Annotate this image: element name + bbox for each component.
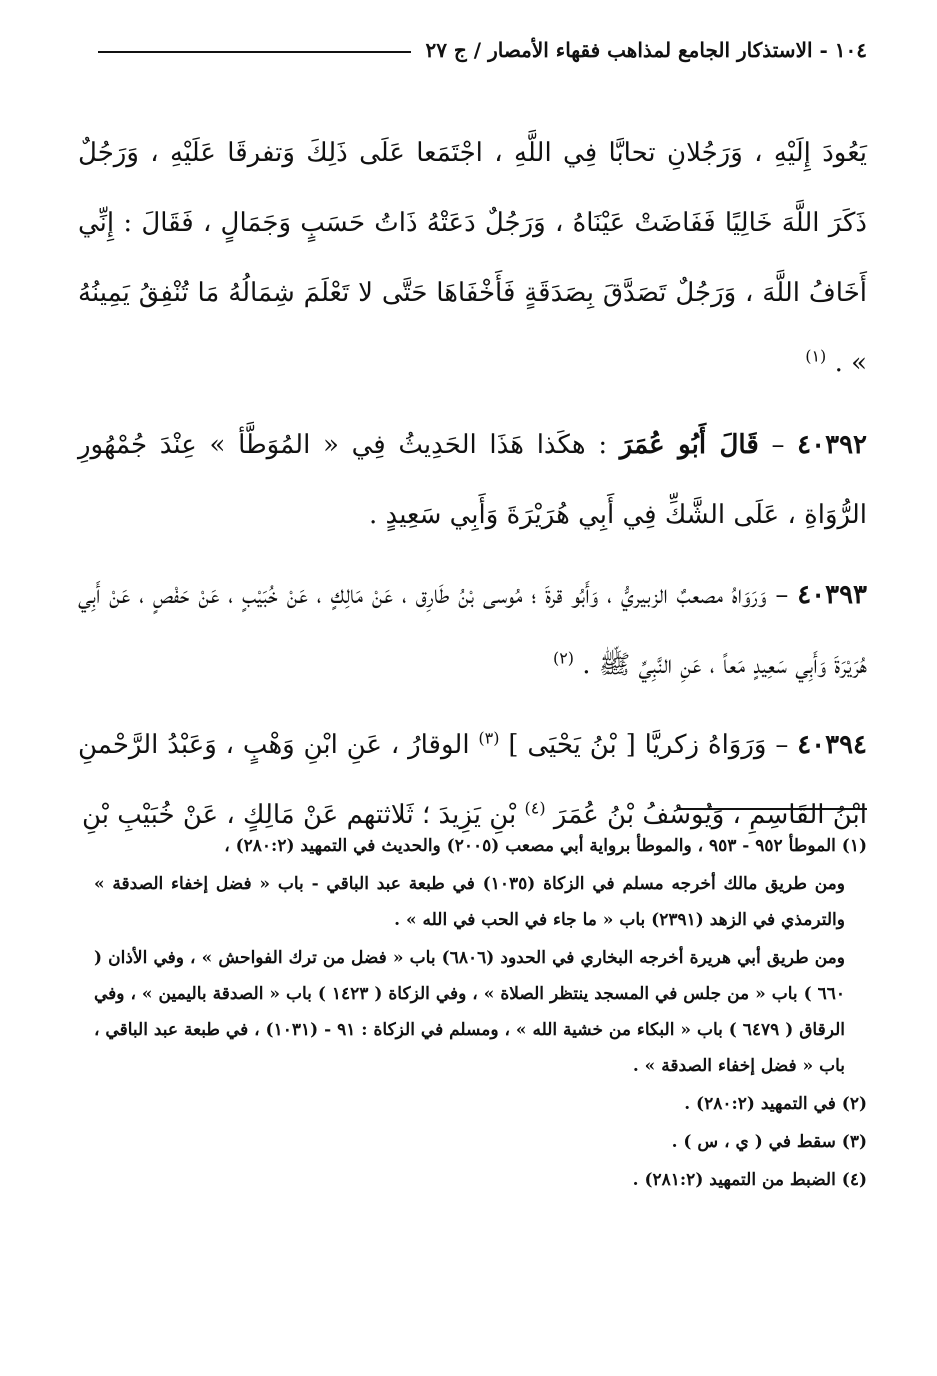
footnote-separator xyxy=(677,808,867,810)
paragraph-number: ٤٠٣٩٤ xyxy=(797,730,868,760)
paragraph-40393: ٤٠٣٩٣ – وَرَوَاهُ مصعبٌ الزبيريُّ ، وَأَبُو قرةَ ؛ مُوسى بْنُ طَارِق ، عَنْ مَالِكٍ ، عَنْ خُبَيْبٍ ، عَنْ حَفْصٍ ، عَنْ أَبِي هُرَيْرَةَ وَأَبِي سَعِيدٍ مَعاً ، عَنِ النَّبِيِّ ﷺ . $^{(٢)}$ xyxy=(78,580,868,680)
footnotes xyxy=(94,828,867,1198)
paragraph-number: ٤٠٣٩٣ xyxy=(797,580,868,610)
footnote-1-line-3: ومن طريق أبي هريرة أخرجه البخاري في الحدود (٦٨٠٦) باب « فضل من ترك الفواحش » ، وفي الأذان ( ٦٦٠ ) باب « من جلس في المسجد ينتظر الصلاة » ، وفي الزكاة ( ١٤٢٣ ) باب « الصدقة باليمين » ، وفي الرقاق ( ٦٤٧٩ ) باب « البكاء من خشية الله » ، ومسلم في الزكاة : ٩١ - (١٠٣١) ، في طبعة عبد الباقي ، باب « فضل إخفاء الصدقة » . xyxy=(94,948,845,1076)
speaker-name: قَالَ أَبُو عُمَرَ xyxy=(619,430,759,460)
paragraph-40392: ٤٠٣٩٢ – قَالَ أَبُو عُمَرَ : هكَذا هَذَا الحَدِيثُ فِي « المُوَطَّأ » عِنْدَ جُمْهُورِ الرُّوَاةِ ، عَلَى الشَّكِّ فِي أَبِي هُرَيْرَةَ وَأَبِي سَعِيدٍ . xyxy=(78,430,867,530)
footnote-marker-4: (٤) xyxy=(524,798,546,818)
footnote-1-line-1: (١) الموطأ ٩٥٢ - ٩٥٣ ، والموطأ برواية أبي مصعب (٢٠٠٥) والحديث في التمهيد (٢٨٠:٢) ، xyxy=(224,836,867,856)
running-head-title: ١٠٤ - الاستذكار الجامع لمذاهب فقهاء الأمصار / ج ٢٧ xyxy=(425,38,867,62)
hadith-ending xyxy=(78,118,867,398)
paragraph-text: وَرَوَاهُ مصعبٌ الزبيريُّ ، وَأَبُو قرةَ ؛ مُوسى بْنُ طَارِق ، عَنْ مَالِكٍ ، عَنْ خُبَيْبٍ ، عَنْ حَفْصٍ ، عَنْ أَبِي هُرَيْرَةَ وَأَبِي سَعِيدٍ مَعاً ، عَنِ النَّبِيِّ ﷺ . xyxy=(78,580,867,680)
footnote-3: (٣) سقط في ( ي ، س ) . xyxy=(671,1132,867,1152)
main-text xyxy=(78,118,867,860)
footnote-1-line-2: ومن طريق مالك أخرجه مسلم في الزكاة (١٠٣٥) في طبعة عبد الباقي - باب « فضل إخفاء الصدقة » والترمذي في الزهد (٢٣٩١) باب « ما جاء في الحب في الله » . xyxy=(94,874,845,930)
running-head xyxy=(98,38,867,62)
header-rule xyxy=(98,51,411,53)
footnote-marker-2: (٢) xyxy=(552,648,575,668)
paragraph-40394: ٤٠٣٩٤ – وَرَوَاهُ زكريَّا [ بْنُ يَحْيَى ] $^{(٣)}$ الوقارُ ، عَنِ ابْنِ وَهْبٍ ، وَعَبْدُ الرَّحْمنِ ابْنُ القَاسِمِ ، وَيُوسُفُ بْنُ عُمَرَ $^{(٤)}$ بْنِ يَزِيدَ ؛ ثَلاثتهم عَنْ مَالِكٍ ، عَنْ خُبَيْبِ بْنِ xyxy=(78,728,868,830)
hadith-text: يَعُودَ إِلَيْهِ ، وَرَجُلانِ تحابَّا فِي اللَّهِ ، اجْتَمَعا عَلَى ذَلِكَ وَتفرقَا عَلَيْهِ ، وَرَجُلٌ ذَكَرَ اللَّهَ خَالِيًا فَفَاضَتْ عَيْنَاهُ ، وَرَجُلٌ دَعَتْهُ ذَاتُ حَسَبٍ وَجَمَالٍ ، فَقَالَ : إِنِّي أَخَافُ اللَّهَ ، وَرَجُلٌ تَصَدَّقَ بِصَدَقَةٍ فَأَخْفَاهَا حَتَّى لا تَعْلَمَ شِمَالُهُ مَا تُنْفِقُ يَمِينُهُ » . xyxy=(78,138,867,378)
paragraph-text-middle: الوقارُ ، عَنِ ابْنِ وَهْبٍ ، وَعَبْدُ الرَّحْمنِ ابْنُ القَاسِمِ ، وَيُوسُفُ بْنُ عُمَرَ xyxy=(78,730,867,830)
paragraph-number: ٤٠٣٩٢ xyxy=(797,430,867,460)
footnote-marker-1: (١) xyxy=(805,346,827,366)
footnote-2: (٢) في التمهيد (٢٨٠:٢) . xyxy=(684,1094,867,1114)
footnote-4: (٤) الضبط من التمهيد (٢٨١:٢) . xyxy=(632,1170,867,1190)
paragraph-text: : هكَذا هَذَا الحَدِيثُ فِي « المُوَطَّأ » عِنْدَ جُمْهُورِ الرُّوَاةِ ، عَلَى الشَّكِّ فِي أَبِي هُرَيْرَةَ وَأَبِي سَعِيدٍ . xyxy=(78,430,867,530)
paragraph-text-end: بْنِ يَزِيدَ ؛ ثَلاثتهم عَنْ مَالِكٍ ، عَنْ خُبَيْبِ بْنِ xyxy=(81,800,517,830)
paragraph-text-start: وَرَوَاهُ زكريَّا [ بْنُ يَحْيَى ] xyxy=(508,730,767,760)
footnote-marker-3: (٣) xyxy=(478,728,500,748)
